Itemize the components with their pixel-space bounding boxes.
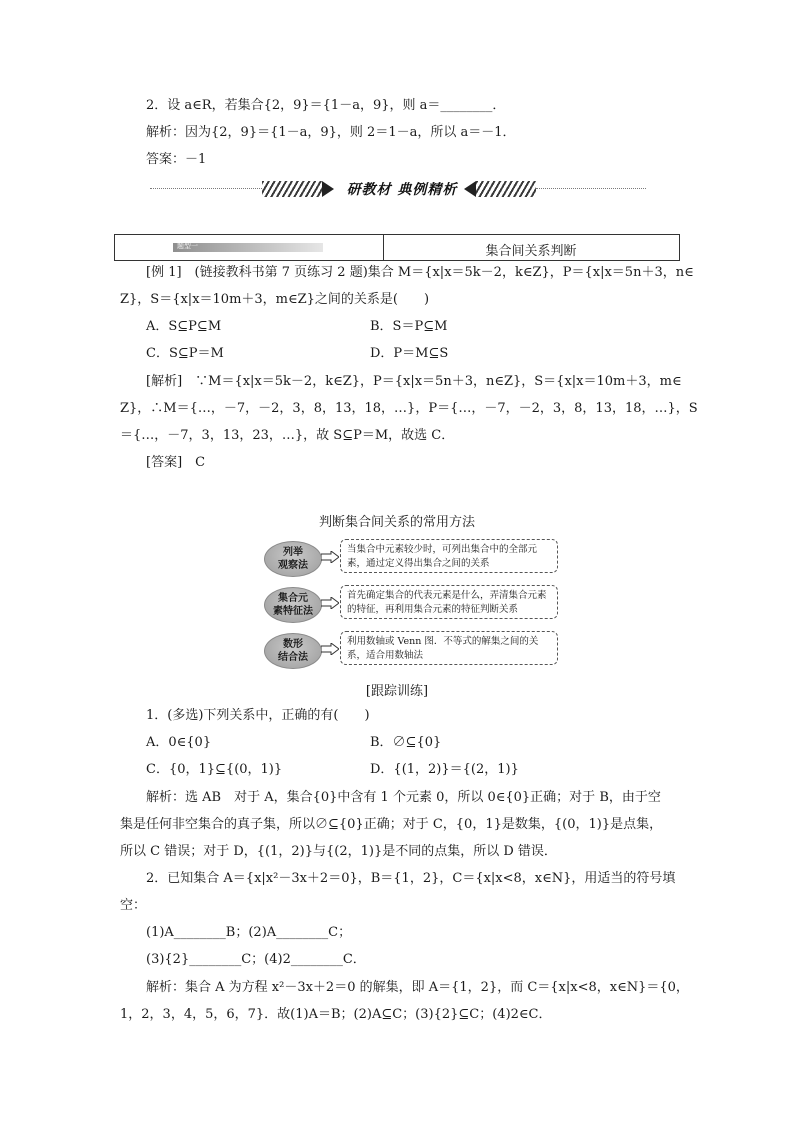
practice-option-c: C．{0，1}⊆{(0，1)} (146, 762, 283, 777)
practice-solution-line-1: 解析：选 AB 对于 A，集合{0}中含有 1 个元素 0，所以 0∈{0}正确；对于 B，由于空 (146, 790, 661, 805)
banner-stripes-left (262, 181, 322, 197)
practice-question-2-blanks-1: (1)A________B；(2)A________C； (146, 925, 352, 940)
section-banner (150, 176, 646, 202)
topic-header-table (114, 234, 680, 261)
option-c: C．S⊆P＝M (146, 346, 224, 361)
method-name-line: 集合元 (278, 593, 308, 604)
practice-option-d: D．{(1，2)}＝{(2，1)} (370, 762, 519, 777)
option-d: D．P＝M⊆S (370, 346, 449, 361)
method-description: 利用数轴或 Venn 图．不等式的解集之间的关系，适合用数轴法 (340, 631, 558, 665)
practice-solution-line-2: 集是任何非空集合的真子集，所以∅⊆{0}正确；对于 C，{0，1}是数集，{(0，1)}是点集， (120, 817, 663, 832)
method-name-line: 素特征法 (273, 606, 313, 617)
practice-question-1: 1．(多选)下列关系中，正确的有( ) (146, 708, 370, 723)
example-answer: [答案] C (146, 455, 206, 470)
banner-arrow-right-icon (464, 181, 476, 197)
option-a: A．S⊆P⊆M (146, 319, 222, 334)
practice-solution-line-5: 1，2，3，4，5，6，7}．故(1)A＝B；(2)A⊆C；(3){2}⊆C；(4)2∈C． (120, 1007, 552, 1022)
right-arrow-icon (321, 597, 339, 609)
banner-title: 研教材 典例精析 (346, 182, 458, 198)
method-description: 首先确定集合的代表元素是什么，弄清集合元素的特征，再利用集合元素的特征判断关系 (340, 585, 558, 619)
practice-question-2-line-2: 空： (120, 898, 147, 913)
banner-dotted-line-left (150, 188, 262, 189)
method-description: 当集合中元素较少时，可列出集合中的全部元素，通过定义得出集合之间的关系 (340, 539, 558, 573)
method-name-ellipse (264, 633, 322, 669)
example-1-line-1: [例 1] (链接教科书第 7 页练习 2 题)集合 M＝{x|x＝5k－2，k∈Z}，P＝{x|x＝5n＋3，n∈ (146, 265, 694, 280)
question-2-answer: 答案：－1 (146, 152, 207, 167)
example-solution-line-1: [解析] ∵M＝{x|x＝5k－2，k∈Z}，P＝{x|x＝5n＋3，n∈Z}，S＝{x|x＝10m＋3，m∈ (146, 374, 682, 389)
method-name-ellipse (264, 587, 322, 623)
practice-question-2-line-1: 2．已知集合 A＝{x|x²－3x＋2＝0}，B＝{1，2}，C＝{x|x<8，x∈N}，用适当的符号填 (146, 871, 676, 886)
example-1-line-2: Z}，S＝{x|x＝10m＋3，m∈Z}之间的关系是( ) (120, 292, 430, 307)
example-solution-line-3: ＝{…，－7，3，13，23，…}，故 S⊆P＝M，故选 C． (120, 428, 455, 443)
practice-solution-line-3: 所以 C 错误；对于 D，{(1，2)}与{(2，1)}是不同的点集，所以 D 错误． (120, 844, 557, 859)
method-name-line: 数形 (283, 639, 303, 650)
methods-diagram-title: 判断集合间关系的常用方法 (318, 515, 475, 530)
banner-arrow-left-icon (322, 181, 334, 197)
practice-solution-line-4: 解析：集合 A 为方程 x²－3x＋2＝0 的解集，即 A＝{1，2}，而 C＝{x|x<8，x∈N}＝{0， (146, 980, 689, 995)
method-name-line: 列举 (283, 547, 303, 558)
banner-dotted-line-right (536, 188, 646, 189)
method-name-line: 结合法 (278, 652, 308, 663)
practice-question-2-blanks-2: (3){2}________C；(4)2________C． (146, 952, 366, 967)
banner-stripes-right (476, 181, 536, 197)
right-arrow-icon (321, 643, 339, 655)
option-b: B．S＝P⊆M (370, 319, 448, 334)
method-name-line: 观察法 (278, 560, 308, 571)
topic-title: 集合间关系判断 (485, 244, 577, 259)
example-solution-line-2: Z}，∴M＝{…，－7，－2，3，8，13，18，…}，P＝{…，－7，－2，3，8，13，18，…}，S (120, 401, 698, 416)
practice-title: [跟踪训练] (365, 684, 429, 699)
topic-tag-label: 题型一 (177, 242, 198, 250)
question-2: 2．设 a∈R，若集合{2，9}＝{1－a，9}，则 a＝________． (146, 98, 506, 113)
right-arrow-icon (321, 551, 339, 563)
topic-tag (173, 243, 323, 252)
method-name-ellipse (264, 541, 322, 577)
practice-option-b: B．∅⊆{0} (370, 735, 442, 750)
question-2-solution: 解析：因为{2，9}＝{1－a，9}，则 2＝1－a，所以 a＝－1． (146, 125, 516, 140)
practice-option-a: A．0∈{0} (146, 735, 212, 750)
